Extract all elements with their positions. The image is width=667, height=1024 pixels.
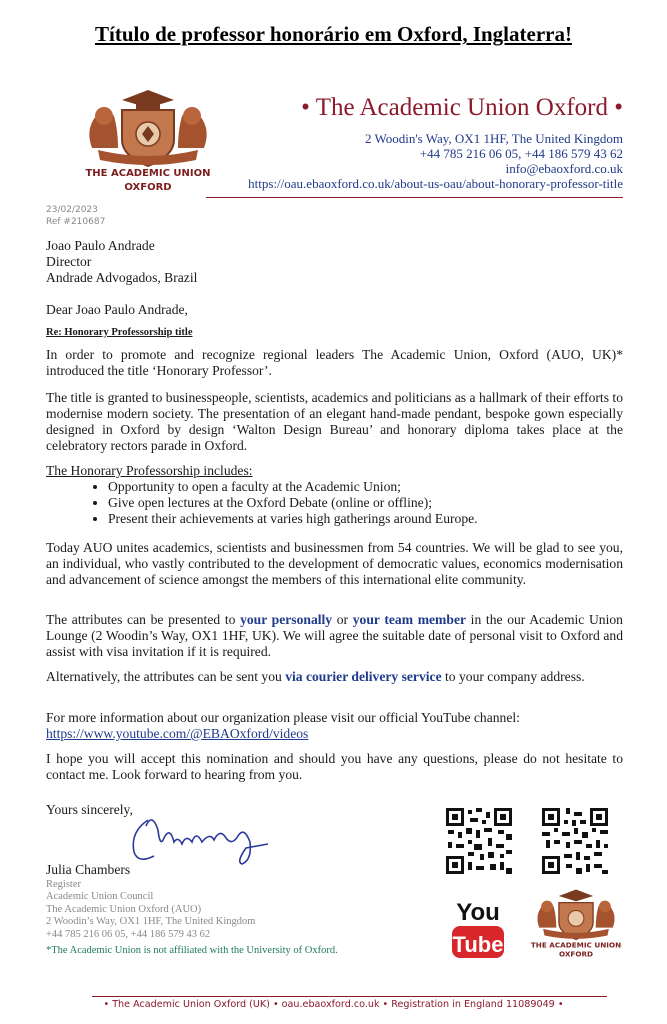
org-email[interactable]: info@ebaoxford.co.uk [505,161,623,176]
youtube-logo-tube: Tube [452,932,504,957]
signer-name: Julia Chambers [46,862,131,877]
recipient-title: Director [46,254,92,269]
header-divider [206,197,623,198]
paragraph-youtube [46,710,623,742]
logo-small-text-line2: OXFORD [558,949,594,959]
paragraph-intro: In order to promote and recognize regional leaders The Academic Union, Oxford (AUO, UK)* introduced the title ‘Honorary Professor’. [46,347,623,378]
org-address: 2 Woodin's Way, OX1 1HF, The United Kingdom [364,131,623,146]
recipient-block [46,238,623,286]
youtube-intro-text: For more information about our organization please visit our official YouTube channel: [46,710,520,725]
qr-code-icon[interactable] [540,806,610,876]
text-span: Alternatively, the attributes can be sent you [46,669,286,684]
highlight-courier: via courier delivery service [285,669,442,684]
paragraph-attributes-presented [46,612,623,660]
academic-union-crest-logo [78,86,218,196]
salutation: Dear Joao Paulo Andrade, [46,302,188,317]
includes-list [46,479,623,527]
subject-line: Re: Honorary Professorship title [46,327,193,338]
handwritten-signature [118,808,278,868]
highlight-personally: your personally [240,612,333,627]
signer-role: Register [46,879,81,890]
text-span: in the our Academic Union Lounge (2 Woodin’s Way, OX1 1HF, UK). We will agree the suitable date of personal visit to Oxford and assist with visa invitation if it is required. [46,612,623,659]
signer-phones: +44 785 216 06 05, +44 186 579 43 62 [46,928,211,940]
includes-heading: The Honorary Professorship includes: [46,463,253,478]
document-top-title: Título de professor honorário em Oxford, Inglaterra! [95,22,572,46]
org-url[interactable]: https://oau.ebaoxford.co.uk/about-us-oau/about-honorary-professor-title [248,176,623,191]
qr-code-icon[interactable] [444,806,514,876]
logo-small-text-line1: THE ACADEMIC UNION [530,940,622,950]
logo-text-line2: OXFORD [124,182,172,193]
organization-name: • The Academic Union Oxford • [301,94,623,121]
letter-ref: Ref #210687 [46,217,106,227]
closing-phrase: Yours sincerely, [46,802,133,817]
paragraph-title-granted: The title is granted to businesspeople, scientists, academics and politicians as a hallmark of their efforts to modernise modern society. The presentation of an elegant hand-made pendant, bespoke gown especially designed in Oxford by design ‘Walton Design Bureau’ and honorary diploma takes place at the celebratory rectors parade in Oxford. [46,390,623,453]
recipient-name: Joao Paulo Andrade [46,238,155,253]
org-phones: +44 785 216 06 05, +44 186 579 43 62 [419,146,623,161]
text-span: or [332,612,353,627]
disclaimer-note: *The Academic Union is not affiliated with the University of Oxford. [46,945,338,956]
highlight-team-member: your team member [352,612,467,627]
academic-union-crest-logo-small [530,886,622,960]
logo-text-line1: THE ACADEMIC UNION [85,168,211,179]
text-span: The attributes can be presented to [46,612,241,627]
list-item: • Give open lectures at the Oxford Debate (online or offline); [108,495,623,511]
youtube-channel-link[interactable]: https://www.youtube.com/@EBAOxford/videos [46,726,309,741]
list-item: • Present their achievements at varies high gatherings around Europe. [108,511,623,527]
youtube-logo-you: You [456,899,500,926]
signer-details [46,879,255,941]
youtube-logo-icon[interactable] [448,896,508,960]
paragraph-closing-hope: I hope you will accept this nomination and should you have any questions, please do not hesitate to contact me. Look forward to hearing from you. [46,751,623,782]
signer-organization: The Academic Union Oxford (AUO) [46,903,202,915]
paragraph-courier [46,669,623,685]
text-span: to your company address. [441,669,585,684]
paragraph-members: Today AUO unites academics, scientists and businessmen from 54 countries. We will be glad to see you, an individual, who vastly contributed to the development of democratic values, economics modernisation and advancement of science amongst the members of this international elite community. [46,540,623,587]
recipient-company: Andrade Advogados, Brazil [46,270,198,285]
list-item: • Opportunity to open a faculty at the Academic Union; [108,479,623,495]
signer-address: 2 Woodin’s Way, OX1 1HF, The United Kingdom [46,916,256,928]
signer-council: Academic Union Council [46,891,154,903]
letter-date: 23/02/2023 [46,205,98,215]
footer-text: • The Academic Union Oxford (UK) • oau.ebaoxford.co.uk • Registration in England 11089049 • [103,999,564,1010]
includes-section [46,463,623,527]
footer-divider [92,996,607,997]
